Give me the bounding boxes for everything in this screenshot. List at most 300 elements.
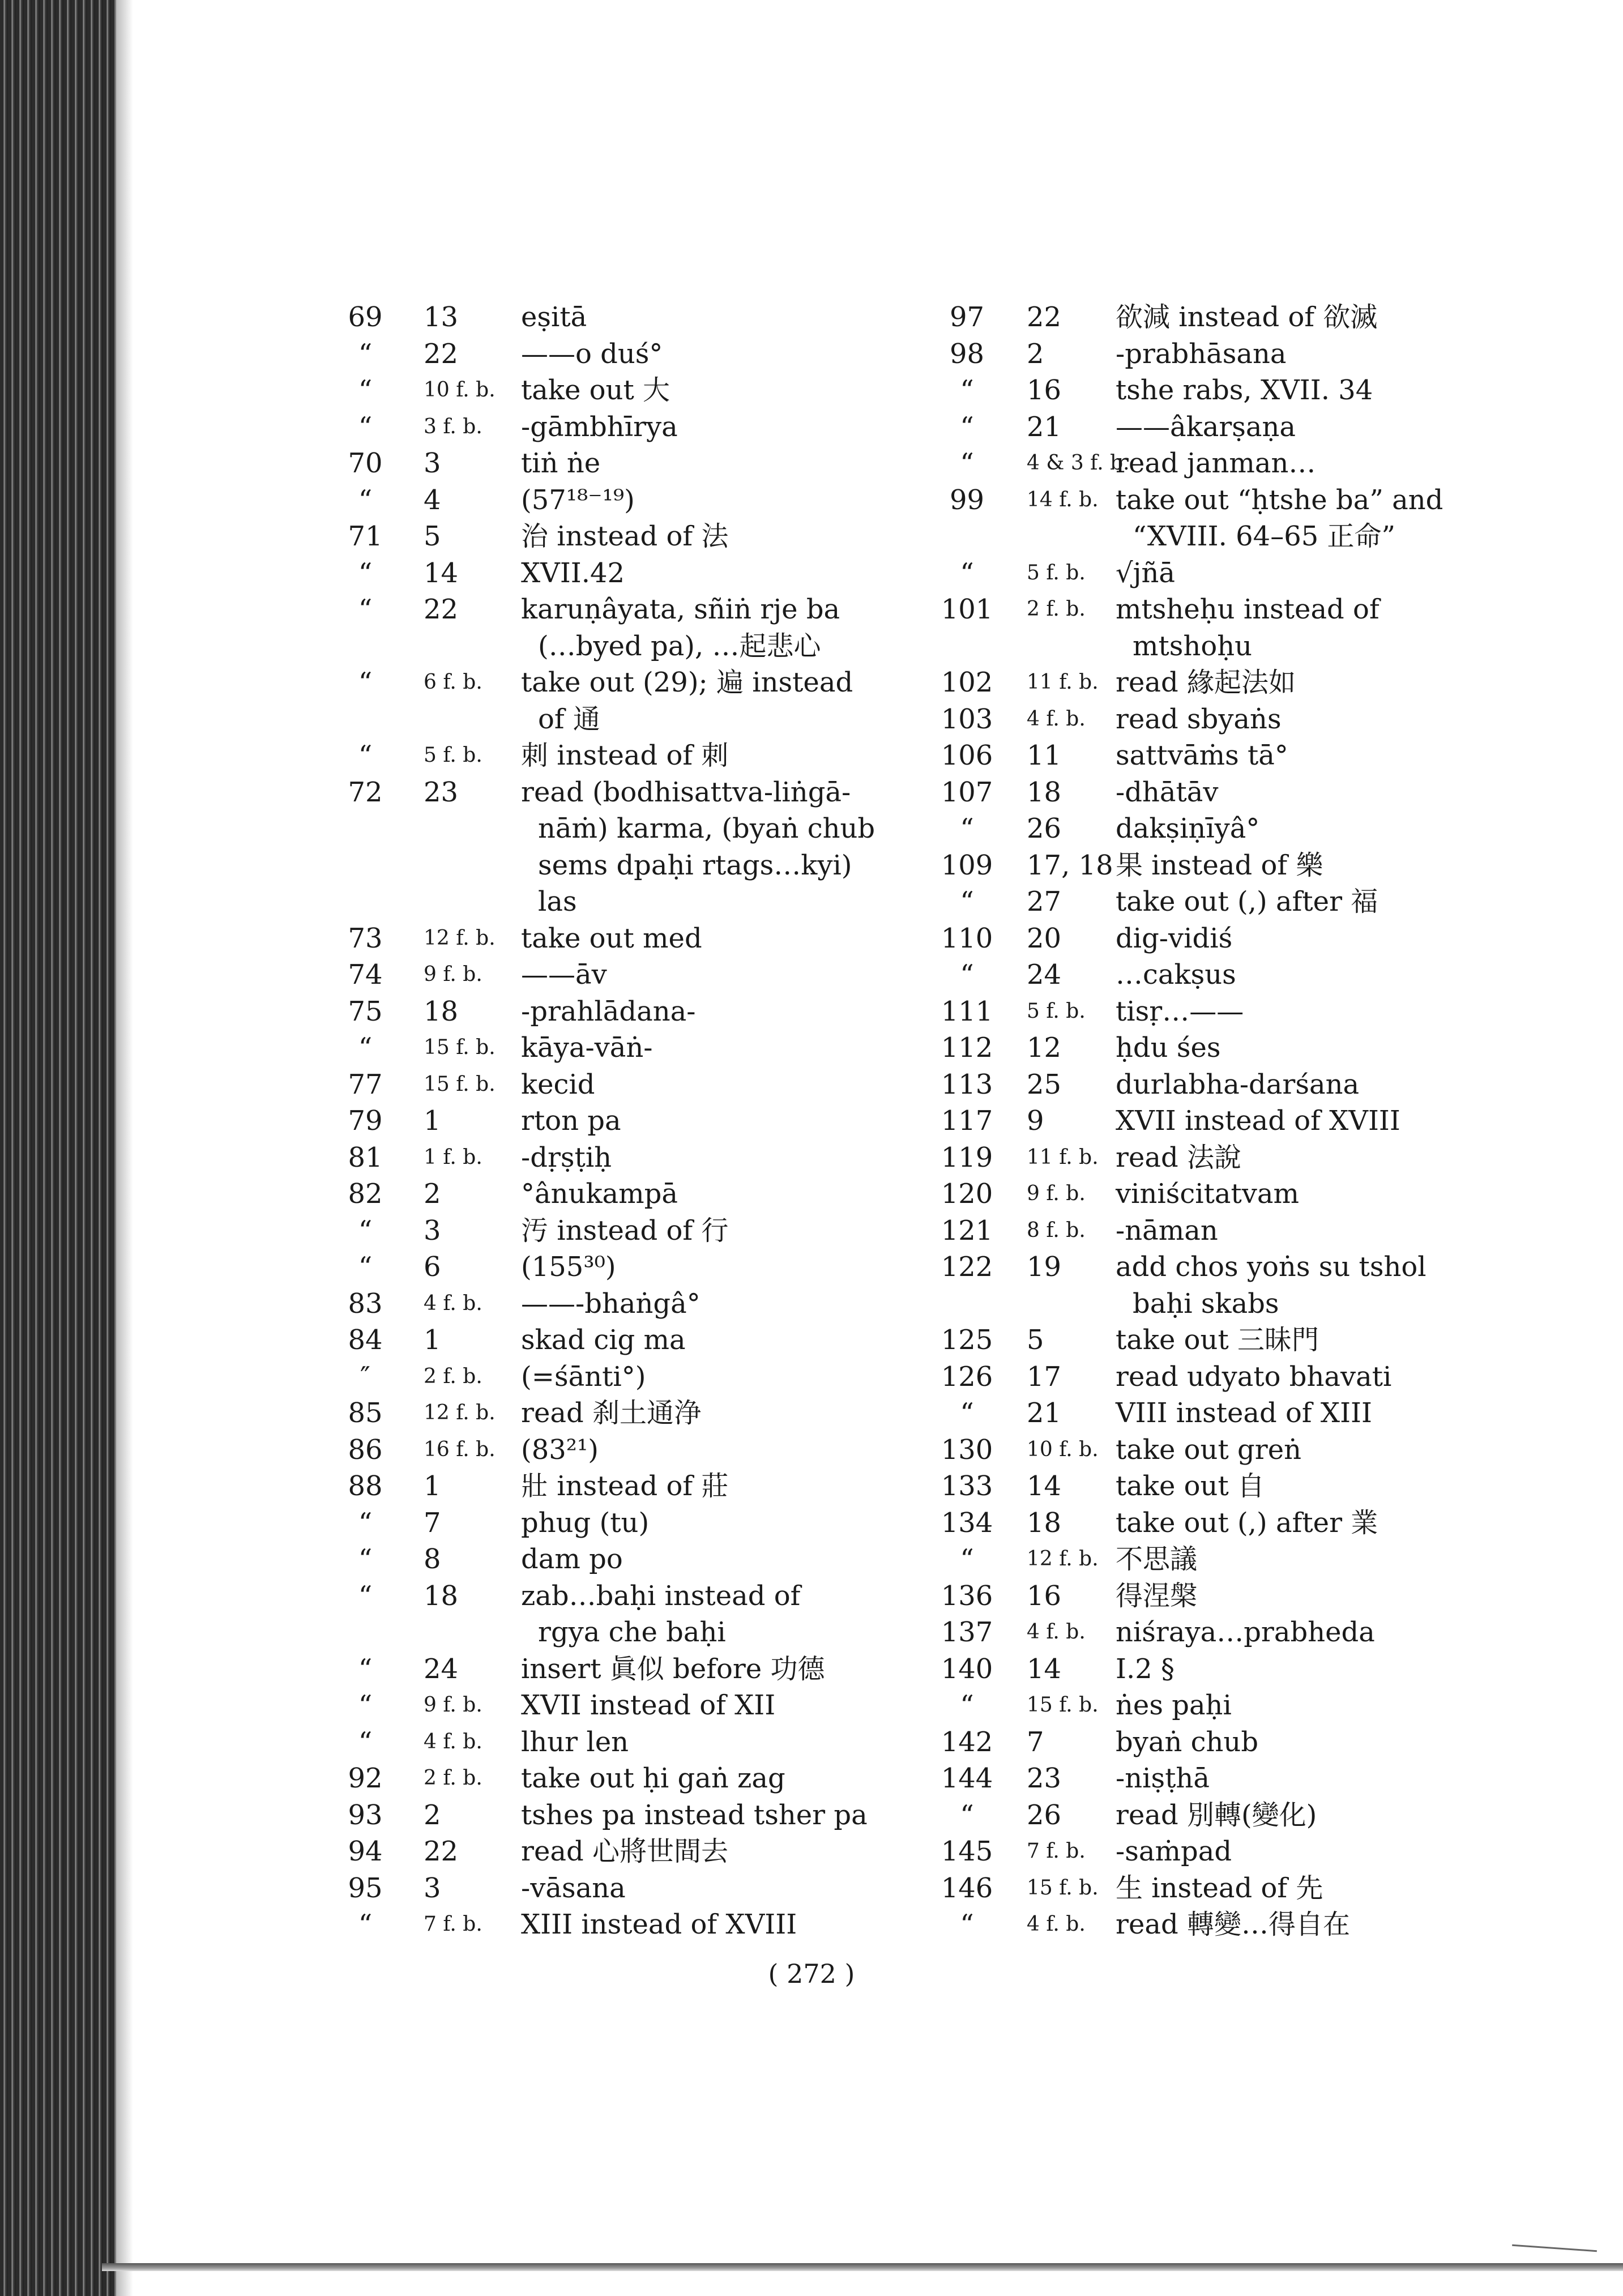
errata-line: 12 (1027, 1032, 1062, 1064)
errata-line: 4 f. b. (1027, 1913, 1086, 1936)
errata-line: 5 f. b. (1027, 561, 1086, 584)
errata-line: 16 (1027, 374, 1062, 406)
errata-page: “ (358, 411, 373, 443)
errata-page: 99 (949, 484, 985, 516)
errata-correction: (83²¹) (521, 1433, 599, 1466)
errata-line: 4 f. b. (424, 1730, 482, 1753)
errata-row (917, 1249, 1484, 1286)
errata-correction: “XVIII. 64–65 正命” (1133, 520, 1396, 552)
errata-correction: mtsheḥu instead of (1116, 594, 1379, 625)
errata-line: 4 f. b. (424, 1291, 482, 1315)
errata-row (917, 701, 1484, 738)
errata-correction: take out med (521, 922, 702, 954)
errata-correction: ——āv (521, 959, 607, 991)
errata-row (917, 1395, 1484, 1432)
errata-correction: lhur len (521, 1726, 629, 1758)
errata-page: “ (358, 1214, 373, 1247)
errata-page: 81 (348, 1141, 383, 1173)
errata-page: 84 (348, 1324, 383, 1356)
errata-line: 24 (424, 1653, 459, 1685)
errata-correction: I.2 § (1116, 1653, 1175, 1685)
errata-page: “ (358, 594, 373, 625)
errata-correction: VIII instead of XIII (1116, 1397, 1372, 1429)
errata-correction: add chos yoṅs su tshol (1116, 1251, 1426, 1283)
errata-line: 9 (1027, 1105, 1044, 1137)
errata-line: 14 (1027, 1653, 1062, 1685)
errata-page: 130 (941, 1433, 993, 1466)
errata-line: 27 (1027, 886, 1062, 917)
errata-page: 120 (941, 1178, 993, 1210)
errata-row (917, 518, 1484, 555)
errata-page: “ (960, 447, 974, 479)
errata-line: 21 (1027, 411, 1062, 443)
errata-line: 15 f. b. (424, 1072, 496, 1096)
errata-correction: 欲減 instead of 欲滅 (1116, 301, 1378, 333)
errata-page: “ (960, 1397, 974, 1429)
errata-row (317, 1833, 889, 1870)
errata-correction: baḥi skabs (1133, 1287, 1279, 1320)
errata-correction: eṣitā (521, 301, 587, 333)
errata-row (917, 1833, 1484, 1870)
errata-correction: insert 眞似 before 功德 (521, 1653, 825, 1685)
errata-row (317, 957, 889, 993)
errata-correction: of 通 (538, 703, 600, 735)
errata-row (317, 1395, 889, 1432)
errata-line: 2 f. b. (1027, 598, 1086, 621)
errata-row (917, 1578, 1484, 1615)
errata-row (317, 1322, 889, 1359)
errata-correction: zab…baḥi instead of (521, 1580, 801, 1612)
errata-page: “ (960, 886, 974, 917)
errata-row (917, 1140, 1484, 1176)
page-bottom-edge (102, 2263, 1623, 2271)
errata-correction: 得涅槃 (1116, 1580, 1198, 1612)
errata-line: 2 (1027, 338, 1044, 370)
errata-page: “ (960, 959, 974, 991)
errata-line: 3 (424, 447, 441, 479)
errata-page: “ (960, 557, 974, 589)
errata-line: 15 f. b. (424, 1036, 496, 1059)
errata-line: 18 (1027, 1507, 1062, 1539)
errata-line: 7 (424, 1507, 441, 1539)
errata-row (317, 1906, 889, 1943)
errata-row (917, 445, 1484, 482)
errata-line: 3 (424, 1872, 441, 1904)
errata-correction: (57¹⁸⁻¹⁹) (521, 484, 635, 516)
errata-line: 7 f. b. (1027, 1840, 1086, 1863)
errata-correction: dig-vidiś (1116, 922, 1233, 954)
errata-row (917, 628, 1484, 665)
errata-line: 5 f. b. (424, 744, 482, 767)
errata-row (917, 336, 1484, 373)
errata-row (917, 884, 1484, 920)
errata-line: 18 (1027, 776, 1062, 808)
errata-row (317, 774, 889, 811)
errata-page: 145 (941, 1836, 993, 1867)
errata-row (317, 1176, 889, 1213)
errata-page: 113 (941, 1068, 993, 1100)
errata-row (917, 1176, 1484, 1213)
errata-row (317, 920, 889, 957)
errata-row (317, 1578, 889, 1615)
errata-correction: dakṣiṇīyâ° (1116, 813, 1260, 844)
errata-line: 2 (424, 1799, 441, 1831)
errata-line: 13 (424, 301, 459, 333)
errata-line: 1 (424, 1324, 441, 1356)
errata-line: 8 (424, 1543, 441, 1575)
page-number: ( 272 ) (768, 1958, 855, 1989)
errata-page: “ (358, 1689, 373, 1721)
errata-line: 22 (424, 338, 459, 370)
errata-line: 15 f. b. (1027, 1693, 1099, 1717)
errata-page: 72 (348, 776, 383, 808)
errata-correction: dam po (521, 1543, 623, 1575)
errata-row (317, 1468, 889, 1505)
errata-page: “ (358, 1909, 373, 1940)
errata-correction: read 刹土通浄 (521, 1397, 701, 1429)
errata-row (917, 1870, 1484, 1907)
errata-page: 75 (348, 995, 383, 1027)
errata-line: 9 f. b. (424, 1693, 482, 1717)
errata-correction: viniścitatvam (1116, 1178, 1300, 1210)
errata-page: “ (358, 667, 373, 698)
errata-page: 126 (941, 1360, 993, 1393)
errata-page: 95 (348, 1872, 383, 1904)
errata-page: “ (358, 557, 373, 589)
errata-row (917, 591, 1484, 628)
errata-row (317, 1687, 889, 1724)
errata-line: 6 f. b. (424, 671, 482, 694)
errata-correction: take out (,) after 業 (1116, 1507, 1378, 1539)
errata-row (317, 810, 889, 847)
errata-line: 14 (424, 557, 459, 589)
errata-page: “ (960, 374, 974, 406)
errata-page: “ (358, 374, 373, 406)
errata-row (917, 957, 1484, 993)
errata-row (917, 1651, 1484, 1688)
errata-correction: ——o duś° (521, 338, 663, 370)
errata-row (917, 1103, 1484, 1140)
errata-correction: 生 instead of 先 (1116, 1872, 1323, 1904)
errata-row (917, 1541, 1484, 1578)
errata-page: 88 (348, 1470, 383, 1502)
errata-line: 4 f. b. (1027, 707, 1086, 731)
errata-row (317, 1286, 889, 1322)
errata-line: 19 (1027, 1251, 1062, 1283)
errata-correction: sems dpaḥi rtags…kyi) (538, 849, 852, 881)
errata-correction: ṅes paḥi (1116, 1689, 1232, 1721)
errata-correction: ——-bhaṅgâ° (521, 1287, 701, 1320)
errata-row (917, 1468, 1484, 1505)
errata-line: 4 f. b. (1027, 1620, 1086, 1644)
errata-row (317, 591, 889, 628)
errata-row (317, 1870, 889, 1907)
errata-row (317, 1541, 889, 1578)
errata-page: 110 (941, 922, 993, 954)
errata-row (317, 1359, 889, 1395)
errata-line: 14 (1027, 1470, 1062, 1502)
corner-mark (1512, 2244, 1597, 2252)
errata-line: 8 f. b. (1027, 1218, 1086, 1242)
errata-correction: take out (,) after 福 (1116, 886, 1378, 917)
errata-page: 142 (941, 1726, 993, 1758)
errata-line: 11 (1027, 740, 1062, 771)
errata-row (317, 555, 889, 592)
errata-row (317, 1030, 889, 1066)
errata-line: 25 (1027, 1068, 1062, 1100)
errata-row (317, 518, 889, 555)
errata-correction: byaṅ chub (1116, 1726, 1259, 1758)
errata-line: 2 f. b. (424, 1364, 482, 1388)
errata-page: 106 (941, 740, 993, 771)
errata-correction: karuṇâyata, sñiṅ rje ba (521, 594, 840, 625)
errata-correction: take out (29); 遍 instead (521, 667, 853, 698)
errata-correction: 汚 instead of 行 (521, 1214, 729, 1247)
errata-line: 5 f. b. (1027, 999, 1086, 1023)
errata-page: 111 (941, 995, 993, 1027)
errata-page: 77 (348, 1068, 383, 1100)
errata-row (317, 336, 889, 373)
errata-correction: las (538, 886, 577, 917)
errata-row (917, 482, 1484, 519)
errata-page: “ (960, 1909, 974, 1940)
errata-correction: XIII instead of XVIII (521, 1909, 797, 1940)
errata-row (917, 1030, 1484, 1066)
errata-row (317, 1103, 889, 1140)
errata-line: 6 (424, 1251, 441, 1283)
errata-row (917, 1505, 1484, 1542)
errata-row (317, 1505, 889, 1542)
errata-row (917, 1797, 1484, 1834)
errata-correction: skad cig ma (521, 1324, 686, 1356)
errata-row (917, 993, 1484, 1030)
errata-line: 16 f. b. (424, 1437, 496, 1461)
errata-line: 9 f. b. (424, 963, 482, 986)
errata-page: 82 (348, 1178, 383, 1210)
errata-page: 97 (949, 301, 985, 333)
errata-correction: tisṛ…—— (1116, 995, 1244, 1027)
errata-correction: 果 instead of 樂 (1116, 849, 1323, 881)
errata-page: 137 (941, 1616, 993, 1648)
errata-page: 86 (348, 1433, 383, 1466)
errata-line: 2 (424, 1178, 441, 1210)
errata-correction: (155³⁰) (521, 1251, 616, 1283)
errata-page: “ (960, 813, 974, 844)
errata-page: 134 (941, 1507, 993, 1539)
binding-shadow (116, 0, 133, 2296)
errata-correction: -saṁpad (1116, 1836, 1232, 1867)
errata-correction: take out ḥi gaṅ zag (521, 1762, 785, 1794)
errata-line: 11 f. b. (1027, 1145, 1099, 1169)
errata-page: 93 (348, 1799, 383, 1831)
errata-row (317, 1651, 889, 1688)
errata-line: 1 f. b. (424, 1145, 482, 1169)
errata-row (317, 445, 889, 482)
errata-line: 1 (424, 1105, 441, 1137)
errata-row (917, 1760, 1484, 1797)
errata-page: “ (358, 1251, 373, 1283)
errata-line: 18 (424, 995, 459, 1027)
errata-row (317, 884, 889, 920)
errata-page: “ (358, 1580, 373, 1612)
errata-line: 15 f. b. (1027, 1876, 1099, 1900)
errata-correction: phug (tu) (521, 1507, 650, 1539)
errata-page: 112 (941, 1032, 993, 1064)
errata-correction: (=śānti°) (521, 1360, 646, 1393)
errata-page: 71 (348, 520, 383, 552)
errata-row (317, 664, 889, 701)
errata-correction: nāṁ) karma, (byaṅ chub (538, 813, 875, 844)
errata-page: “ (960, 1689, 974, 1721)
errata-correction: XVII instead of XII (521, 1689, 776, 1721)
errata-correction: read 別轉(變化) (1116, 1799, 1317, 1831)
errata-row (917, 1322, 1484, 1359)
errata-correction: -dhātāv (1116, 776, 1219, 808)
errata-row (317, 628, 889, 665)
errata-correction: 刺 instead of 刺 (521, 740, 729, 771)
errata-page: “ (960, 1543, 974, 1575)
errata-line: 7 (1027, 1726, 1044, 1758)
errata-page: “ (358, 484, 373, 516)
errata-correction: take out 自 (1116, 1470, 1265, 1502)
errata-page: 144 (941, 1762, 993, 1794)
errata-row (317, 847, 889, 884)
errata-line: 7 f. b. (424, 1913, 482, 1936)
errata-row (317, 1760, 889, 1797)
errata-page: “ (358, 1507, 373, 1539)
errata-row (317, 1432, 889, 1469)
errata-row (917, 1432, 1484, 1469)
errata-correction: -vāsana (521, 1872, 626, 1904)
errata-row (317, 1140, 889, 1176)
errata-page: “ (358, 1543, 373, 1575)
errata-correction: ——âkarṣaṇa (1116, 411, 1296, 443)
errata-line: 24 (1027, 959, 1062, 991)
errata-row (317, 993, 889, 1030)
errata-right-column (917, 299, 1484, 1943)
errata-page: 107 (941, 776, 993, 808)
errata-correction: XVII.42 (521, 557, 625, 589)
errata-correction: 不思議 (1116, 1543, 1198, 1575)
errata-row (917, 409, 1484, 446)
errata-line: 22 (424, 1836, 459, 1867)
errata-page: 98 (949, 338, 985, 370)
errata-page: 102 (941, 667, 993, 698)
errata-line: 20 (1027, 922, 1062, 954)
errata-page: “ (358, 338, 373, 370)
errata-correction: 壯 instead of 莊 (521, 1470, 729, 1502)
errata-page: 122 (941, 1251, 993, 1283)
errata-page: 83 (348, 1287, 383, 1320)
errata-correction: ḥdu śes (1116, 1032, 1221, 1064)
errata-correction: kecid (521, 1068, 595, 1100)
errata-correction: kāya-vāṅ- (521, 1032, 653, 1064)
errata-page: 74 (348, 959, 383, 991)
errata-line: 3 f. b. (424, 415, 482, 438)
errata-line: 3 (424, 1214, 441, 1247)
errata-page: “ (960, 411, 974, 443)
errata-page: “ (358, 1653, 373, 1685)
errata-row (317, 1213, 889, 1249)
errata-line: 10 f. b. (1027, 1437, 1099, 1461)
errata-row (917, 847, 1484, 884)
errata-row (917, 1286, 1484, 1322)
errata-line: 18 (424, 1580, 459, 1612)
errata-correction: sattvāṁs tā° (1116, 740, 1288, 771)
errata-correction: take out “ḥtshe ba” and (1116, 484, 1443, 516)
errata-correction: durlabha-darśana (1116, 1068, 1360, 1100)
errata-line: 10 f. b. (424, 378, 496, 402)
errata-row (317, 737, 889, 774)
errata-correction: -prahlādana- (521, 995, 696, 1027)
errata-row (917, 1724, 1484, 1761)
errata-line: 4 (424, 484, 441, 516)
errata-correction: rgya che baḥi (538, 1616, 726, 1648)
errata-line: 9 f. b. (1027, 1182, 1086, 1205)
errata-page: 92 (348, 1762, 383, 1794)
errata-page: ″ (360, 1360, 370, 1393)
book-binding-edge (0, 0, 116, 2296)
errata-correction: mtshoḥu (1133, 630, 1253, 662)
errata-row (317, 701, 889, 738)
errata-row (317, 1066, 889, 1103)
errata-correction: niśraya…prabheda (1116, 1616, 1375, 1648)
errata-row (317, 482, 889, 519)
errata-correction: take out 三昧門 (1116, 1324, 1319, 1356)
errata-line: 23 (424, 776, 459, 808)
errata-row (917, 664, 1484, 701)
errata-row (917, 299, 1484, 336)
errata-line: 21 (1027, 1397, 1062, 1429)
errata-line: 17, 18 (1027, 849, 1113, 881)
errata-correction: tshes pa instead tsher pa (521, 1799, 868, 1831)
errata-correction: -gāmbhīrya (521, 411, 678, 443)
errata-row (317, 1724, 889, 1761)
errata-row (917, 1687, 1484, 1724)
errata-line: 4 & 3 f. b. (1027, 451, 1130, 475)
errata-line: 12 f. b. (1027, 1547, 1099, 1571)
errata-correction: 治 instead of 法 (521, 520, 729, 552)
errata-page: 146 (941, 1872, 993, 1904)
errata-line: 1 (424, 1470, 441, 1502)
errata-line: 11 f. b. (1027, 671, 1099, 694)
errata-row (917, 1614, 1484, 1651)
errata-line: 5 (424, 520, 441, 552)
errata-row (317, 1797, 889, 1834)
errata-row (917, 774, 1484, 811)
errata-correction: read sbyaṅs (1116, 703, 1282, 735)
errata-page: 103 (941, 703, 993, 735)
errata-page: 119 (941, 1141, 993, 1173)
errata-page: “ (358, 740, 373, 771)
errata-row (917, 737, 1484, 774)
errata-page: 94 (348, 1836, 383, 1867)
errata-row (917, 1906, 1484, 1943)
errata-page: 73 (348, 922, 383, 954)
errata-correction: -dṛṣṭiḥ (521, 1141, 612, 1173)
errata-line: 16 (1027, 1580, 1062, 1612)
errata-correction: read janman… (1116, 447, 1316, 479)
errata-row (917, 372, 1484, 409)
errata-row (317, 299, 889, 336)
errata-page: “ (358, 1032, 373, 1064)
errata-correction: …cakṣus (1116, 959, 1236, 991)
errata-correction: take out 大 (521, 374, 670, 406)
errata-correction: read (bodhisattva-liṅgā- (521, 776, 851, 808)
errata-correction: tshe rabs, XVII. 34 (1116, 374, 1373, 406)
errata-row (317, 409, 889, 446)
errata-line: 2 f. b. (424, 1766, 482, 1790)
